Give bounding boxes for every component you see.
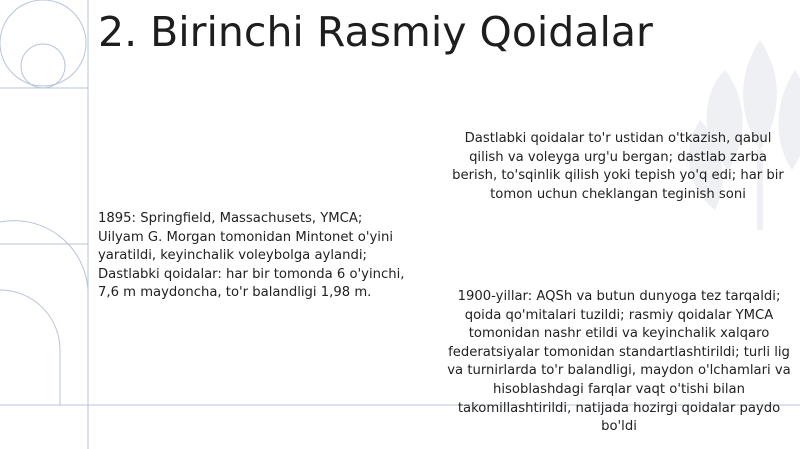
outer-circle <box>0 0 86 86</box>
inner-circle <box>21 44 65 88</box>
text-block-rules: Dastlabki qoidalar to'r ustidan o'tkazish, qabul qilish va voleyga urg'u bergan; dastlab zarba berish, to'sqinlik qilish yoki tepish yo'q edi; har bir tomon uchun cheklangan teginish soni <box>452 131 784 202</box>
slide-title: 2. Birinchi Rasmiy Qoidalar <box>98 8 653 56</box>
arc-shape <box>0 221 88 405</box>
text-block-origin: 1895: Springfield, Massachusets, YMCA; Uilyam G. Morgan tomonidan Mintonet o'yini yaratildi, keyinchalik voleybolga aylandi; Dastlabki qoidalar: har bir tomonda 6 o'yinchi, 7,6 m maydoncha, to'r balandligi 1,98 m. <box>98 211 405 301</box>
text-block-spread: 1900-yillar: AQSh va butun dunyoga tez tarqaldi; qoida qo'mitalari tuzildi; rasmiy qoidalar YMCA tomonidan nashr etildi va keyinchalik xalqaro federatsiyalar tomonidan standartlashtirildi; turli lig va turnirlarda to'r balandligi, maydon o'lchamlari va hisoblashdagi farqlar vaqt o'tishi bilan takomillashtirildi, natijada hozirgi qoidalar paydo bo'ldi <box>447 289 791 435</box>
